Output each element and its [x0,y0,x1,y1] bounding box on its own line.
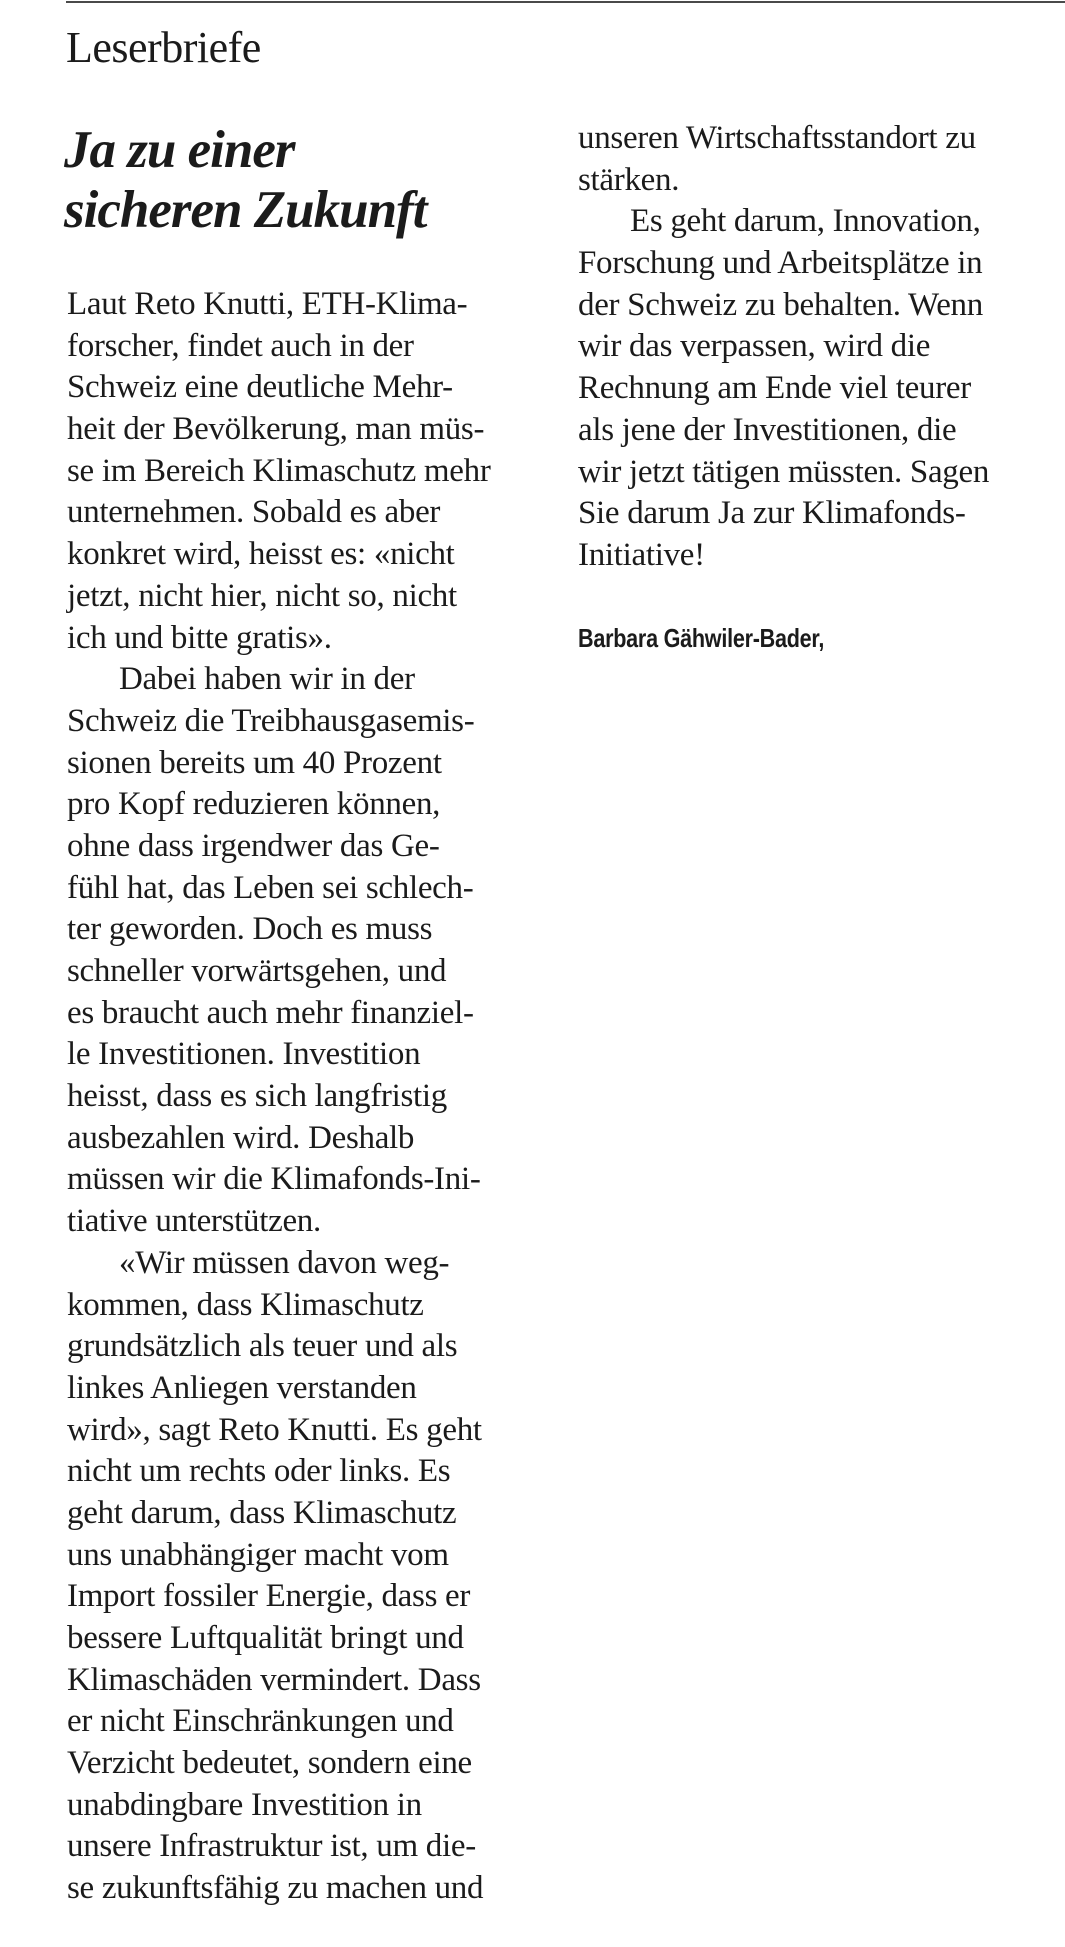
text-line: uns unabhängiger macht vom [67,1536,449,1573]
text-line: sionen bereits um 40 Prozent [67,744,442,781]
text-line: wir das verpassen, wird die [578,328,931,365]
text-line: Verzicht bedeutet, sondern eine [67,1745,472,1782]
article-headline [64,120,426,240]
text-line: le Investitionen. Investition [67,1036,421,1073]
headline-line: sicheren Zukunft [64,181,427,239]
text-line: stärken. [578,161,680,198]
text-line: müssen wir die Klimafonds-Ini- [67,1161,481,1198]
text-line: jetzt, nicht hier, nicht so, nicht [67,577,457,614]
text-line: pro Kopf reduzieren können, [67,786,441,823]
text-line: Import fossiler Energie, dass er [67,1578,471,1615]
text-line: geht darum, dass Klimaschutz [67,1494,457,1531]
article-column-1 [67,284,547,1910]
text-line: Schweiz die Treibhausgasemis- [67,702,475,739]
text-line: Initiative! [578,536,705,573]
text-line: wird», sagt Reto Knutti. Es geht [67,1411,482,1448]
letter-signature: Barbara Gähwiler-Bader, [578,623,825,653]
text-line: linkes Anliegen verstanden [67,1369,417,1406]
text-line: Dabei haben wir in der [119,661,415,698]
text-line: Forschung und Arbeitsplätze in [578,245,983,282]
text-line: ohne dass irgendwer das Ge- [67,827,440,864]
text-line: Schweiz eine deutliche Mehr- [67,369,453,406]
text-line: er nicht Einschränkungen und [67,1703,454,1740]
text-line: wir jetzt tätigen müssten. Sagen [578,453,990,490]
text-line: unabdingbare Investition in [67,1786,422,1823]
text-line: es braucht auch mehr finanziel- [67,994,474,1031]
text-line: Laut Reto Knutti, ETH-Klima- [67,286,468,322]
top-rule [66,1,1065,3]
text-line: Es geht darum, Innovation, [630,203,981,240]
text-line: se im Bereich Klimaschutz mehr [67,452,491,489]
text-line: ich und bitte gratis». [67,619,332,656]
text-line: nicht um rechts oder links. Es [67,1453,451,1490]
text-line: bessere Luftqualität bringt und [67,1620,464,1656]
text-line: unseren Wirtschaftsstandort zu [578,120,976,156]
text-line: tiative unterstützen. [67,1203,321,1240]
text-line: forscher, findet auch in der [67,327,414,364]
text-line: konkret wird, heisst es: «nicht [67,536,455,573]
text-line: Rechnung am Ende viel teurer [578,370,971,407]
text-line: heit der Bevölkerung, man müs- [67,411,485,448]
text-line: se zukunftsfähig zu machen und [67,1870,484,1907]
text-line: grundsätzlich als teuer und als [67,1328,458,1365]
section-title: Leserbriefe [66,23,261,72]
text-line: Sie darum Ja zur Klimafonds- [578,495,966,532]
text-line: heisst, dass es sich langfristig [67,1078,447,1115]
article-column-2 [578,118,1058,577]
text-line: «Wir müssen davon weg- [119,1244,450,1281]
text-line: der Schweiz zu behalten. Wenn [578,286,983,323]
text-line: ter geworden. Doch es muss [67,911,433,948]
text-line: schneller vorwärtsgehen, und [67,953,447,989]
text-line: fühl hat, das Leben sei schlech- [67,869,474,906]
headline-line: Ja zu einer [64,121,295,179]
text-line: ausbezahlen wird. Deshalb [67,1119,415,1156]
text-line: kommen, dass Klimaschutz [67,1286,424,1323]
text-line: als jene der Investitionen, die [578,411,957,448]
text-line: unternehmen. Sobald es aber [67,494,441,531]
text-line: Klimaschäden vermindert. Dass [67,1661,481,1698]
text-line: unsere Infrastruktur ist, um die- [67,1828,476,1865]
